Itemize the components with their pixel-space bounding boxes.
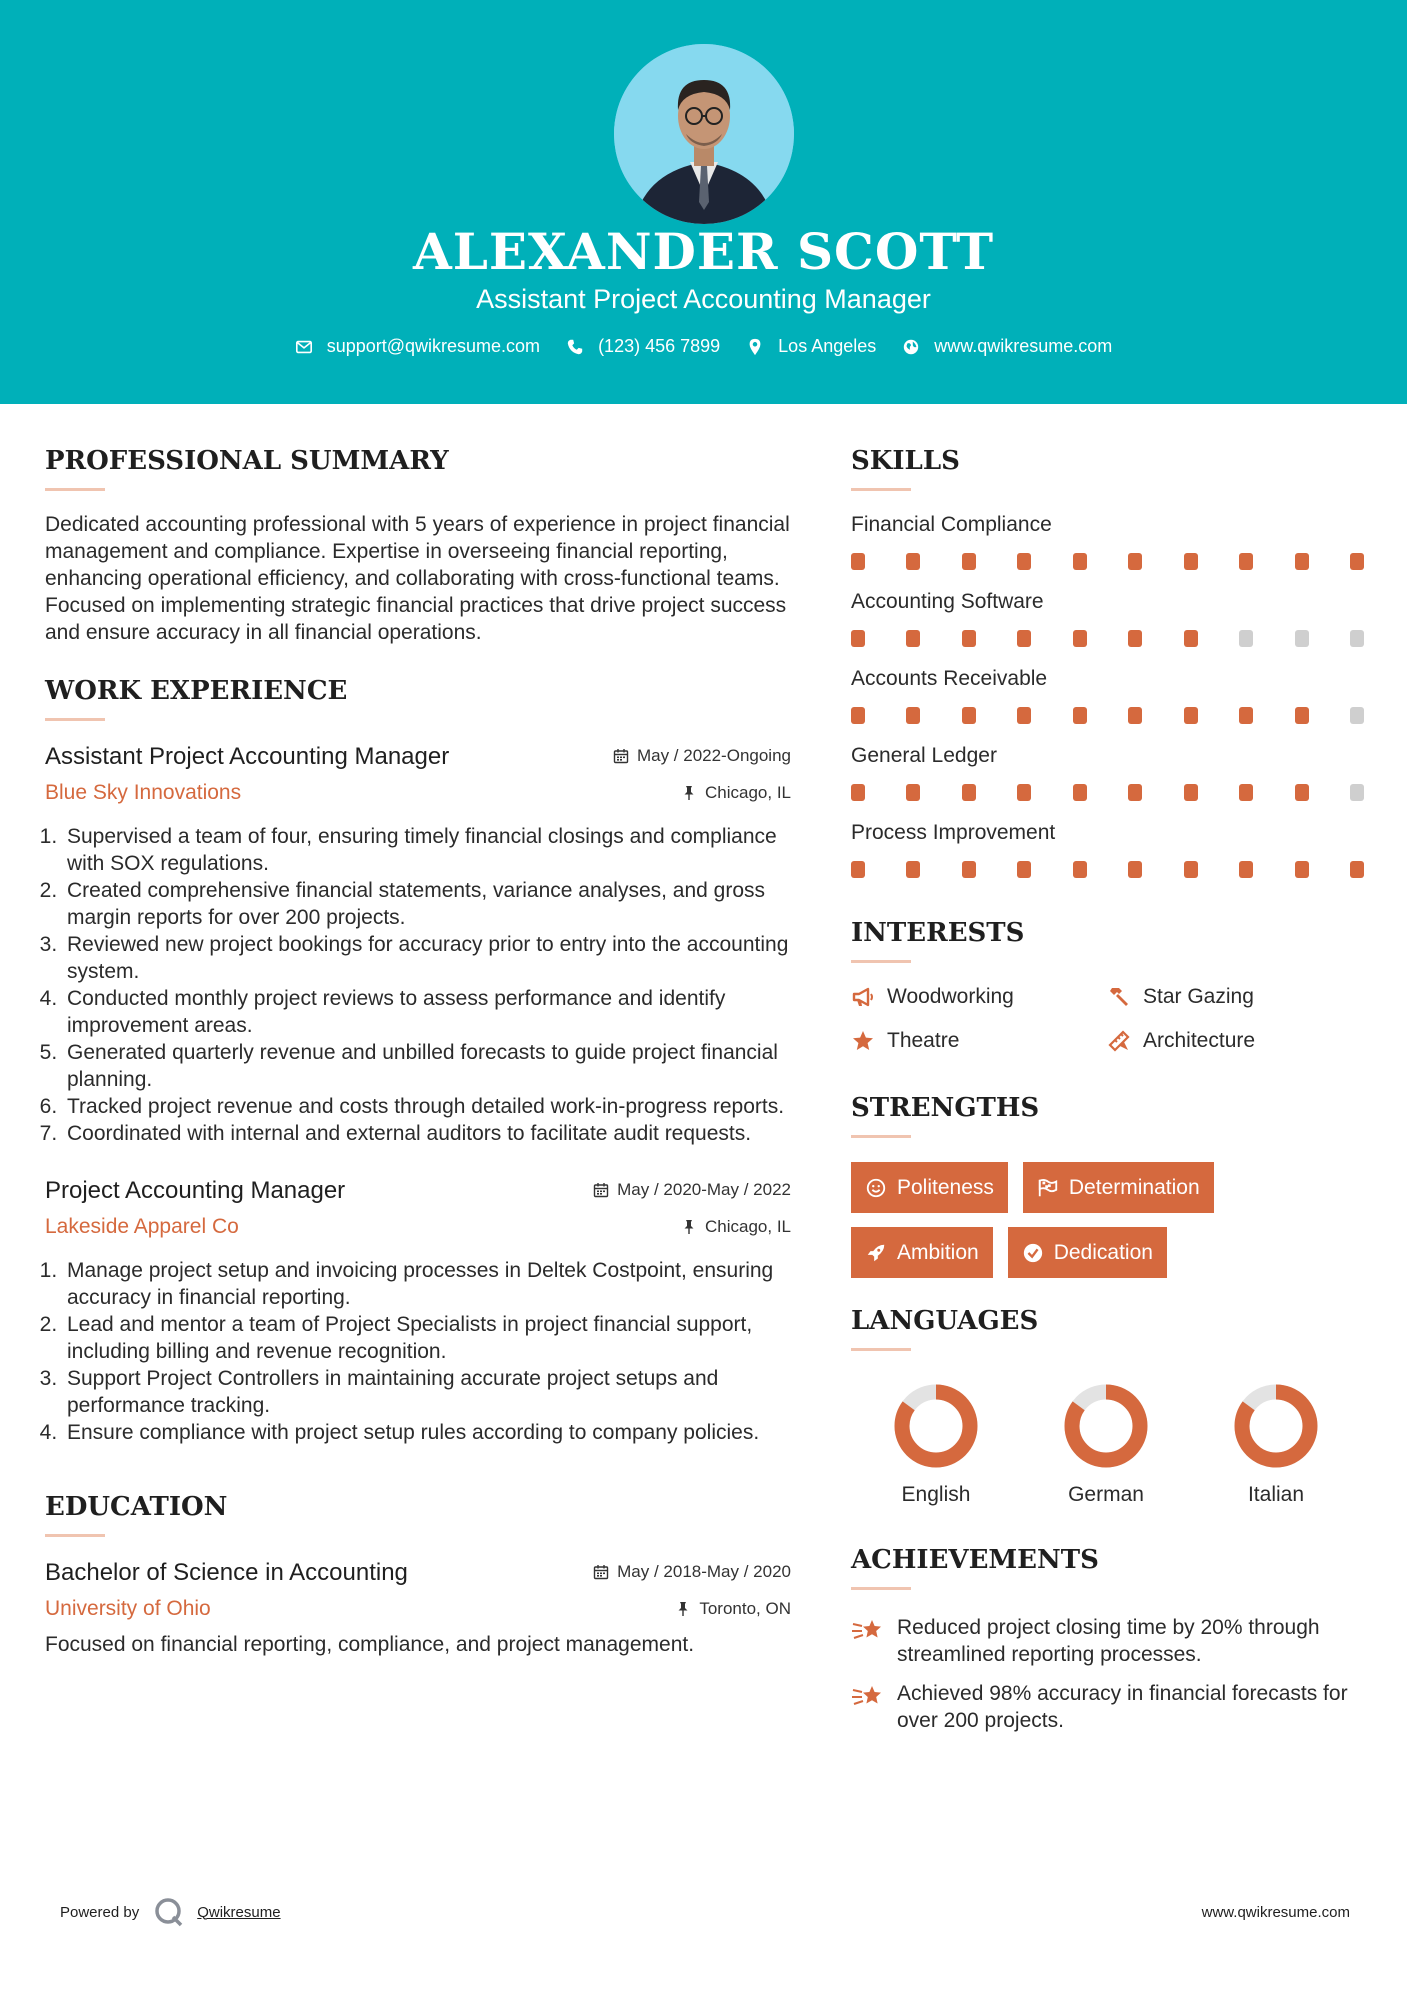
contact-phone-text: (123) 456 7899 xyxy=(598,336,721,356)
list-item: 3. Support Project Controllers in maintaining accurate project setups and performance tracking. xyxy=(63,1365,791,1419)
skill-dot-empty xyxy=(1239,630,1253,647)
education-date-text: May / 2018-May / 2020 xyxy=(617,1562,791,1581)
skill-dot-filled xyxy=(906,707,920,724)
list-item: 1. Supervised a team of four, ensuring timely financial closings and compliance with SOX regulations. xyxy=(63,823,791,877)
summary-text: Dedicated accounting professional with 5 years of experience in project financial management and compliance. Expertise in overseeing financial reporting, enhancing operational efficiency, and collaborating with cross-functional teams. Focused on implementing strategic financial practices that drive project success and ensure accuracy in all financial operations. xyxy=(45,513,790,644)
interest-label: Theatre xyxy=(887,1029,960,1052)
interest-label: Woodworking xyxy=(887,985,1014,1008)
job-entry xyxy=(45,743,791,1147)
achievements-heading: ACHIEVEMENTS xyxy=(851,1545,1099,1575)
skill-rating xyxy=(851,553,1364,570)
skill-dot-empty xyxy=(1295,630,1309,647)
list-item: 4. Ensure compliance with project setup rules according to company policies. xyxy=(63,1419,791,1446)
list-item: 2. Created comprehensive financial statements, variance analyses, and gross margin reports for over 200 projects. xyxy=(63,877,791,931)
contact-location xyxy=(746,336,876,357)
check-circle-icon xyxy=(1022,1242,1044,1264)
skill-dot-filled xyxy=(851,707,865,724)
calendar-icon xyxy=(593,1182,609,1198)
skill-dot-empty xyxy=(1350,784,1364,801)
pushpin-icon xyxy=(675,1601,691,1617)
experience-section xyxy=(45,676,791,1446)
job-title: Project Accounting Manager xyxy=(45,1177,346,1204)
skill-dot-filled xyxy=(1128,553,1142,570)
interest-label: Architecture xyxy=(1143,1029,1256,1052)
summary-section xyxy=(45,446,791,646)
profile-photo-image xyxy=(614,44,794,224)
interests-list xyxy=(851,985,1367,1053)
skill-dot-empty xyxy=(1350,707,1364,724)
contact-phone[interactable] xyxy=(566,336,720,357)
school-name: University of Ohio xyxy=(45,1597,211,1620)
skill-dot-filled xyxy=(1128,861,1142,878)
job-location-text: Chicago, IL xyxy=(705,1217,791,1236)
language-level-ring xyxy=(1231,1381,1321,1471)
strengths-section xyxy=(851,1093,1367,1292)
skill-rating xyxy=(851,784,1364,801)
education-entry xyxy=(45,1559,791,1658)
rocket-icon xyxy=(865,1242,887,1264)
interest-label: Star Gazing xyxy=(1143,985,1254,1008)
powered-by xyxy=(60,1896,281,1928)
experience-underline xyxy=(45,718,105,721)
skill-dot-filled xyxy=(906,861,920,878)
skill-dot-filled xyxy=(1184,553,1198,570)
job-date xyxy=(593,1180,791,1200)
skill-dot-filled xyxy=(1295,861,1309,878)
skill-dot-filled xyxy=(1350,861,1364,878)
language-item xyxy=(1191,1381,1361,1507)
job-date-text: May / 2020-May / 2022 xyxy=(617,1180,791,1199)
brand-link[interactable]: Qwikresume xyxy=(197,1903,281,1921)
phone-icon xyxy=(566,338,584,356)
achievement-item xyxy=(851,1680,1367,1734)
education-underline xyxy=(45,1534,105,1537)
skill-item xyxy=(851,667,1367,724)
skills-underline xyxy=(851,488,911,491)
job-location xyxy=(681,1217,791,1237)
languages-section xyxy=(851,1306,1367,1507)
job-company: Lakeside Apparel Co xyxy=(45,1215,239,1238)
skill-dot-filled xyxy=(1128,784,1142,801)
skill-label: Accounting Software xyxy=(851,590,1044,613)
skill-label: Process Improvement xyxy=(851,821,1056,844)
job-date-text: May / 2022-Ongoing xyxy=(636,746,791,765)
strength-chip xyxy=(1008,1227,1167,1278)
interest-item xyxy=(851,985,1107,1009)
list-item: 4. Conducted monthly project reviews to assess performance and identify improvement areas. xyxy=(63,985,791,1039)
contact-location-text: Los Angeles xyxy=(778,336,877,356)
language-level-ring xyxy=(1061,1381,1151,1471)
ruler-pencil-icon xyxy=(1107,1029,1131,1053)
achievements-section xyxy=(851,1545,1367,1734)
achievement-text: Achieved 98% accuracy in financial forecasts for over 200 projects. xyxy=(897,1682,1348,1732)
contact-bar xyxy=(0,336,1407,357)
skill-dot-filled xyxy=(1239,784,1253,801)
strengths-heading: STRENGTHS xyxy=(851,1093,1040,1123)
skill-dot-filled xyxy=(1239,861,1253,878)
skills-section xyxy=(851,446,1367,878)
list-item: 2. Lead and mentor a team of Project Specialists in project financial support, including billing and revenue recognition. xyxy=(63,1311,791,1365)
skills-list xyxy=(851,513,1367,878)
list-item: 7. Coordinated with internal and external auditors to facilitate audit requests. xyxy=(63,1120,791,1147)
skill-item xyxy=(851,821,1367,878)
skill-dot-filled xyxy=(962,861,976,878)
experience-heading: WORK EXPERIENCE xyxy=(45,676,348,706)
skill-dot-filled xyxy=(1073,861,1087,878)
contact-website-text: www.qwikresume.com xyxy=(934,336,1113,356)
list-item: 3. Reviewed new project bookings for accuracy prior to entry into the accounting system. xyxy=(63,931,791,985)
calendar-icon xyxy=(613,748,629,764)
right-column xyxy=(851,446,1367,1734)
job-duties xyxy=(45,1257,791,1446)
skill-dot-filled xyxy=(1017,630,1031,647)
skill-dot-filled xyxy=(906,784,920,801)
profile-photo xyxy=(614,44,794,224)
contact-email-text: support@qwikresume.com xyxy=(326,336,541,356)
job-title: Assistant Project Accounting Manager xyxy=(45,743,450,770)
languages-underline xyxy=(851,1348,911,1351)
strength-chip xyxy=(851,1162,1008,1213)
skill-dot-filled xyxy=(962,553,976,570)
skill-rating xyxy=(851,707,1364,724)
skill-dot-filled xyxy=(1184,861,1198,878)
interests-underline xyxy=(851,960,911,963)
skill-dot-filled xyxy=(1128,707,1142,724)
skill-item xyxy=(851,744,1367,801)
envelope-icon xyxy=(295,338,313,356)
strength-chip xyxy=(851,1227,993,1278)
achievements-list xyxy=(851,1614,1367,1734)
education-section xyxy=(45,1492,791,1658)
summary-underline xyxy=(45,488,105,491)
qwikresume-logo-icon xyxy=(153,1896,185,1928)
left-column xyxy=(45,446,791,1658)
languages-heading: LANGUAGES xyxy=(851,1306,1039,1336)
skill-dot-filled xyxy=(1073,630,1087,647)
strength-label: Dedication xyxy=(1053,1240,1153,1264)
footer xyxy=(60,1896,1350,1928)
language-label: Italian xyxy=(1247,1483,1305,1506)
shooting-star-icon xyxy=(851,1682,885,1712)
skill-dot-filled xyxy=(1073,784,1087,801)
skill-dot-filled xyxy=(1073,707,1087,724)
strengths-underline xyxy=(851,1135,911,1138)
skill-dot-empty xyxy=(1350,630,1364,647)
job-company: Blue Sky Innovations xyxy=(45,781,242,804)
skill-rating xyxy=(851,861,1364,878)
powered-by-label: Powered by xyxy=(60,1903,140,1921)
contact-website[interactable] xyxy=(902,336,1112,357)
skill-dot-filled xyxy=(962,784,976,801)
skill-dot-filled xyxy=(851,553,865,570)
language-level-ring xyxy=(891,1381,981,1471)
skill-dot-filled xyxy=(1017,861,1031,878)
skill-dot-filled xyxy=(1073,553,1087,570)
job-duties xyxy=(45,823,791,1147)
skill-dot-filled xyxy=(851,861,865,878)
skill-dot-filled xyxy=(1184,784,1198,801)
skill-dot-filled xyxy=(1239,553,1253,570)
achievement-item xyxy=(851,1614,1367,1668)
language-label: English xyxy=(901,1483,971,1506)
skill-dot-filled xyxy=(1017,553,1031,570)
education-description: Focused on financial reporting, compliance, and project management. xyxy=(45,1633,695,1656)
skill-dot-filled xyxy=(1295,553,1309,570)
language-item xyxy=(851,1381,1021,1507)
strength-label: Politeness xyxy=(897,1175,994,1199)
skill-label: General Ledger xyxy=(851,744,997,767)
footer-url[interactable]: www.qwikresume.com xyxy=(1201,1903,1350,1921)
megaphone-icon xyxy=(851,985,875,1009)
list-item: 5. Generated quarterly revenue and unbilled forecasts to guide project financial planning. xyxy=(63,1039,791,1093)
languages-list xyxy=(851,1381,1367,1507)
skill-rating xyxy=(851,630,1364,647)
job-location xyxy=(681,783,791,803)
achievement-text: Reduced project closing time by 20% through streamlined reporting processes. xyxy=(897,1616,1320,1666)
interest-item xyxy=(1107,985,1363,1009)
skill-dot-filled xyxy=(962,630,976,647)
skill-dot-filled xyxy=(1017,707,1031,724)
degree-title: Bachelor of Science in Accounting xyxy=(45,1559,408,1586)
smile-icon xyxy=(865,1177,887,1199)
job-date xyxy=(613,746,791,766)
strength-label: Determination xyxy=(1068,1175,1200,1199)
interests-section xyxy=(851,918,1367,1053)
candidate-title: Assistant Project Accounting Manager xyxy=(476,284,931,314)
pushpin-icon xyxy=(681,1219,697,1235)
skill-item xyxy=(851,590,1367,647)
map-pin-icon xyxy=(746,338,764,356)
interest-item xyxy=(851,1029,1107,1053)
skill-label: Financial Compliance xyxy=(851,513,1052,536)
resume-header xyxy=(0,0,1407,404)
education-location-text: Toronto, ON xyxy=(699,1599,791,1618)
language-item xyxy=(1021,1381,1191,1507)
skill-dot-filled xyxy=(1128,630,1142,647)
calendar-icon xyxy=(593,1564,609,1580)
education-heading: EDUCATION xyxy=(45,1492,228,1522)
achievements-underline xyxy=(851,1587,911,1590)
skill-dot-filled xyxy=(851,630,865,647)
globe-icon xyxy=(902,338,920,356)
hammer-icon xyxy=(1107,985,1131,1009)
skills-heading: SKILLS xyxy=(851,446,960,476)
interest-item xyxy=(1107,1029,1363,1053)
candidate-name: ALEXANDER SCOTT xyxy=(412,222,995,281)
language-label: German xyxy=(1068,1483,1144,1506)
skill-dot-filled xyxy=(1350,553,1364,570)
education-location xyxy=(675,1599,791,1619)
skill-dot-filled xyxy=(1239,707,1253,724)
list-item: 1. Manage project setup and invoicing processes in Deltek Costpoint, ensuring accuracy in financial reporting. xyxy=(63,1257,791,1311)
skill-dot-filled xyxy=(851,784,865,801)
skill-dot-filled xyxy=(962,707,976,724)
skill-item xyxy=(851,513,1367,570)
skill-dot-filled xyxy=(906,630,920,647)
summary-heading: PROFESSIONAL SUMMARY xyxy=(45,446,449,476)
flag-icon xyxy=(1037,1177,1059,1199)
contact-email[interactable] xyxy=(295,336,540,357)
star-icon xyxy=(851,1029,875,1053)
list-item: 6. Tracked project revenue and costs through detailed work-in-progress reports. xyxy=(63,1093,791,1120)
skill-label: Accounts Receivable xyxy=(851,667,1048,690)
job-location-text: Chicago, IL xyxy=(705,783,791,802)
strength-label: Ambition xyxy=(897,1240,979,1264)
job-entry xyxy=(45,1177,791,1446)
skill-dot-filled xyxy=(1295,784,1309,801)
skill-dot-filled xyxy=(906,553,920,570)
strength-chip xyxy=(1023,1162,1214,1213)
strengths-list xyxy=(851,1162,1371,1292)
skill-dot-filled xyxy=(1184,707,1198,724)
shooting-star-icon xyxy=(851,1616,885,1646)
skill-dot-filled xyxy=(1184,630,1198,647)
pushpin-icon xyxy=(681,785,697,801)
interests-heading: INTERESTS xyxy=(851,918,1025,948)
skill-dot-filled xyxy=(1017,784,1031,801)
skill-dot-filled xyxy=(1295,707,1309,724)
education-date xyxy=(593,1562,791,1582)
